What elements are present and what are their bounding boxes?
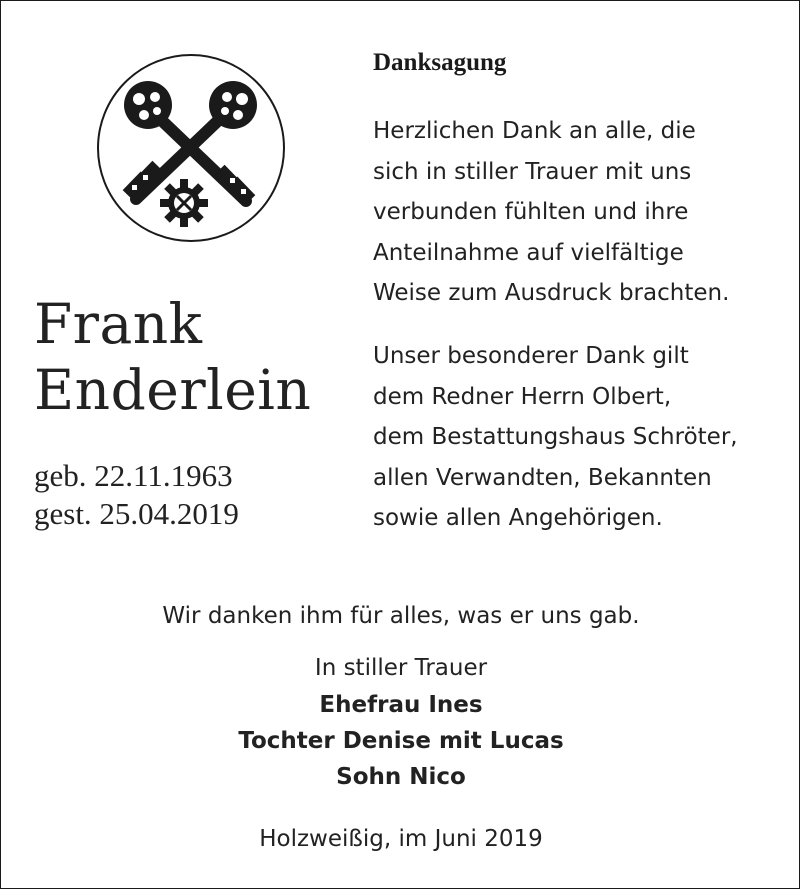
mourner-name: Ehefrau Ines <box>319 692 483 718</box>
place-and-date: Holzweißig, im Juni 2019 <box>259 826 543 852</box>
first-name: Frank <box>34 292 203 356</box>
paragraph-line: dem Bestattungshaus Schröter, <box>373 424 738 450</box>
paragraph-line: Unser besonderer Dank gilt <box>373 343 689 369</box>
paragraph-line: verbunden fühlten und ihre <box>373 199 689 225</box>
special-thanks-paragraph <box>373 336 738 539</box>
last-name: Enderlein <box>34 358 312 422</box>
paragraph-line: Herzlichen Dank an alle, die <box>373 118 696 144</box>
notice-heading: Danksagung <box>373 49 507 76</box>
paragraph-line: Anteilnahme auf vielfältige <box>373 239 684 266</box>
crossed-keys-emblem <box>96 53 286 243</box>
paragraph-line: allen Verwandten, Bekannten <box>373 464 712 491</box>
closing-line: Wir danken ihm für alles, was er uns gab. <box>162 603 640 629</box>
deceased-name <box>34 291 311 423</box>
paragraph-line: Weise zum Ausdruck brachten. <box>373 280 730 306</box>
life-dates <box>34 457 239 533</box>
paragraph-line: sowie allen Angehörigen. <box>373 505 663 531</box>
birth-date: geb. 22.11.1963 <box>34 458 233 493</box>
paragraph-line: dem Redner Herrn Olbert, <box>373 383 672 410</box>
mourner-name: Sohn Nico <box>336 764 466 790</box>
paragraph-line: sich in stiller Trauer mit uns <box>373 158 692 185</box>
thanks-paragraph <box>373 111 729 314</box>
mourners-label: In stiller Trauer <box>314 655 488 681</box>
mourner-name: Tochter Denise mit Lucas <box>238 728 564 754</box>
death-date: gest. 25.04.2019 <box>34 496 239 531</box>
crossed-keys-cogwheel-icon <box>96 53 286 243</box>
thanks-column <box>373 41 793 531</box>
